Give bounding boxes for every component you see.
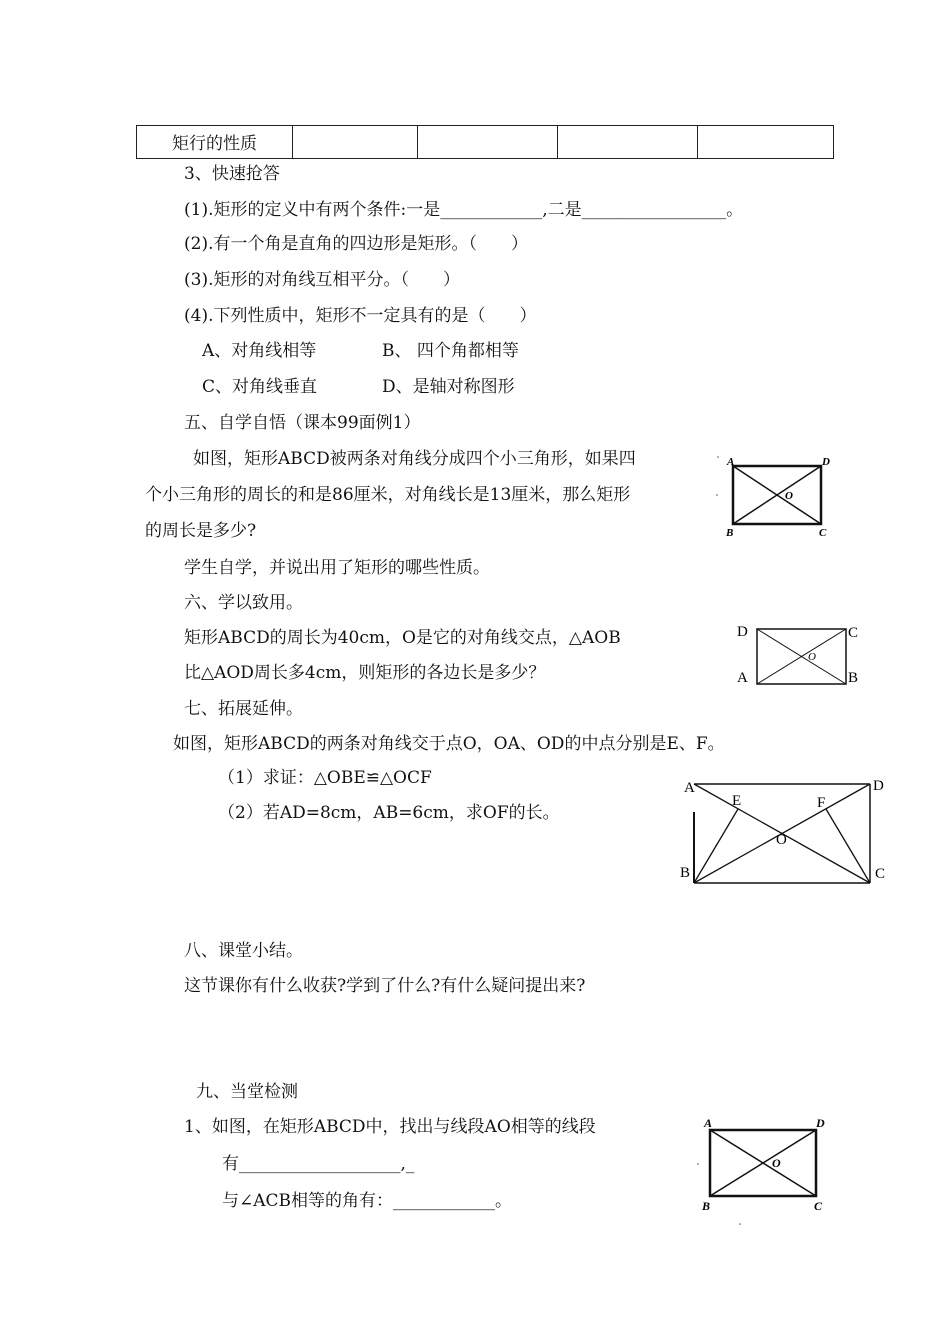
answer-line: 有___________________,_ [222,1154,415,1174]
paragraph: 这节课你有什么收获?学到了什么?有什么疑问提出来? [184,976,586,996]
vertex-label: D [816,1116,825,1130]
question-1: (1).矩形的定义中有两个条件:一是____________,二是_________________。 [184,200,744,220]
vertex-label: C [848,625,859,641]
paragraph: 学生自学，并说出用了矩形的哪些性质。 [184,558,490,578]
center-label: O [772,1156,781,1170]
point-label: E [732,793,742,809]
vertex-label: D [737,624,748,640]
paragraph: 如图，矩形ABCD被两条对角线分成四个小三角形，如果四 [193,449,636,469]
vertex-label: C [875,866,886,882]
question-3: (3).矩形的对角线互相平分。（ ） [184,270,460,290]
option-a: A、对角线相等 [202,341,317,361]
rectangle-figure-3 [670,770,895,890]
table-row-label: 矩行的性质 [137,126,293,159]
vertex-label: A [727,456,735,468]
section-heading: 五、自学自悟（课本99面例1） [184,413,421,433]
section-heading: 八、课堂小结。 [184,941,303,961]
table-cell [293,126,418,159]
vertex-label: B [726,527,734,539]
vertex-label: D [873,778,884,794]
paragraph: （2）若AD=8cm，AB=6cm，求OF的长。 [218,803,560,823]
paragraph: 矩形ABCD的周长为40cm，O是它的对角线交点，△AOB [184,628,621,648]
paragraph: 1、如图，在矩形ABCD中，找出与线段AO相等的线段 [184,1117,596,1137]
vertex-label: A [737,670,748,686]
section-heading: 七、拓展延伸。 [184,699,303,719]
vertex-label: A [684,780,695,796]
center-label: O [785,490,793,502]
section-heading: 九、当堂检测 [196,1082,298,1102]
answer-line: 与∠ACB相等的角有：____________。 [222,1191,513,1211]
paragraph: 比△AOD周长多4cm，则矩形的各边长是多少？ [184,663,546,683]
vertex-label: B [680,865,691,881]
option-c: C、对角线垂直 [202,377,318,397]
section-heading: 六、学以致用。 [184,593,303,613]
rectangle-figure-4 [690,1108,840,1226]
rectangle-figure-1 [715,450,845,542]
vertex-label: B [848,670,859,686]
section-heading: 3、快速抢答 [184,164,280,184]
question-4: (4).下列性质中，矩形不一定具有的是（ ） [184,306,537,326]
vertex-label: D [822,456,830,468]
vertex-label: A [704,1116,713,1130]
option-d: D、是轴对称图形 [382,377,515,397]
paragraph: 如图，矩形ABCD的两条对角线交于点O，OA、OD的中点分别是E、F。 [173,734,725,754]
paragraph: 的周长是多少? [145,521,257,541]
vertex-label: C [819,527,827,539]
question-2: (2).有一个角是直角的四边形是矩形。（ ） [184,234,528,254]
option-b: B、 四个角都相等 [382,341,519,361]
center-label: O [808,651,816,663]
center-label: O [776,832,787,848]
table-cell [418,126,558,159]
rectangle-figure-2 [730,618,865,690]
paragraph: （1）求证：△OBE≌△OCF [218,768,432,788]
table-cell [698,126,834,159]
vertex-label: C [814,1199,823,1213]
paragraph: 个小三角形的周长的和是86厘米，对角线长是13厘米，那么矩形 [145,485,631,505]
properties-table [136,125,834,159]
table-cell [558,126,698,159]
vertex-label: B [702,1199,711,1213]
point-label: F [817,795,826,811]
